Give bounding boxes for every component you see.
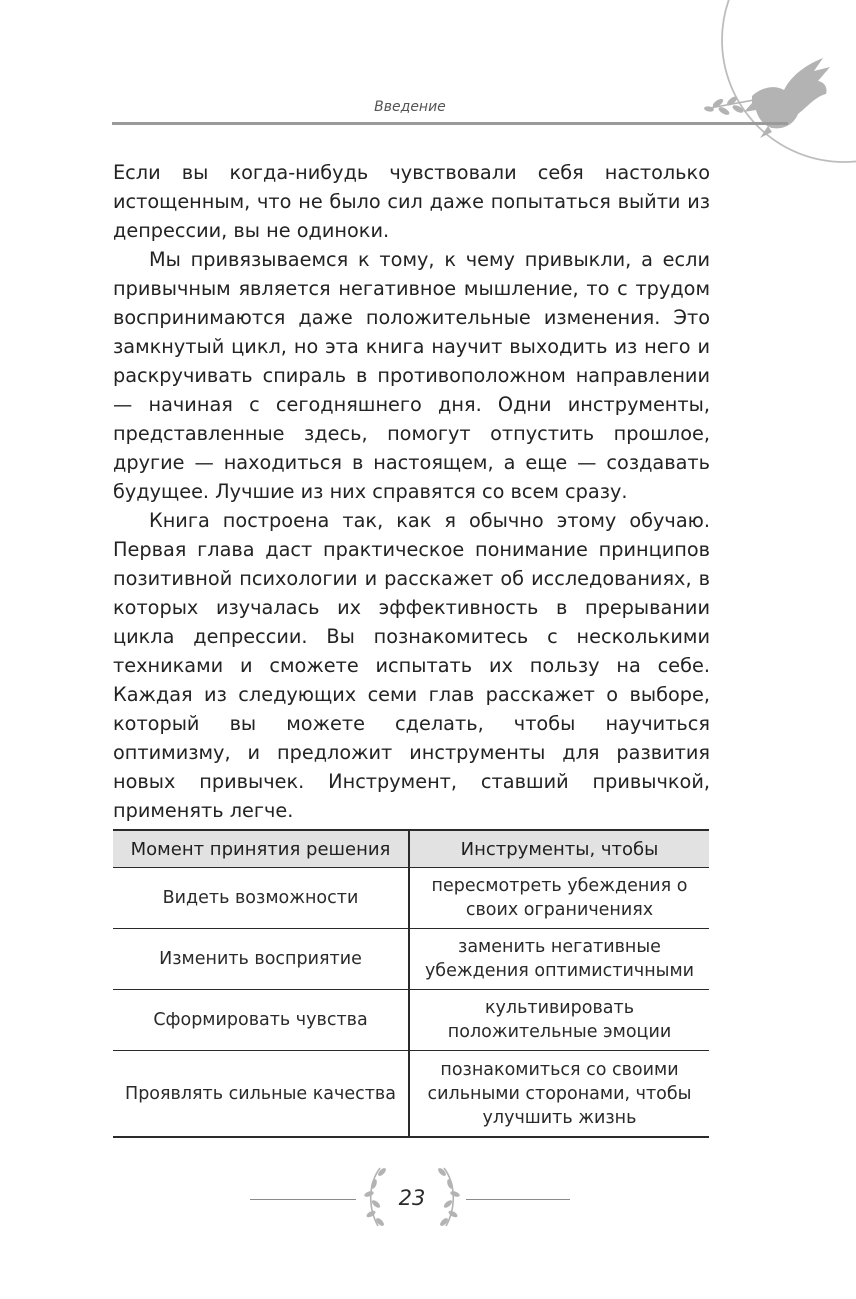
table-cell-decision: Проявлять сильные качества [113,1051,409,1138]
table-cell-decision: Видеть возможности [113,868,409,929]
table-row [113,868,709,929]
table-row [113,990,709,1051]
paragraph-2: Мы привязываемся к тому, к чему привыкли, а если привычным является негативное мышление, то с трудом воспринимаются даже положительные изменения. Это замкнутый цикл, но эта книга научит выходить из него и раскручивать спираль в противоположном направлении — начиная с сегодняшнего дня. Одни инструменты, представленные здесь, помогут отпустить прошлое, другие — находиться в настоящем, а еще — создавать будущее. Лучшие из них справятся со всем сразу. [113,248,710,503]
table-header-tools: Инструменты, чтобы [409,830,709,868]
table-row [113,1051,709,1138]
corner-circle-arc [722,0,856,162]
table-cell-tools: культивировать положительные эмоции [409,990,709,1051]
running-head: Введение [374,99,446,115]
paragraph-3: Книга построена так, как я обычно этому обучаю. Первая глава даст практическое понимание принципов позитивной психологии и расскажет об исследованиях, в которых изучалась их эффективность в прерывании цикла депрессии. Вы познакомитесь с несколькими техниками и сможете испытать их пользу на себе. Каждая из следующих семи глав расскажет о выборе, который вы можете сделать, чтобы научиться оптимизму, и предложит инструменты для развития новых привычек. Инструмент, ставший привычкой, применять легче. [113,509,710,822]
table-cell-tools: заменить негативные убеждения оптимистичными [409,929,709,990]
table-cell-decision: Сформировать чувства [113,990,409,1051]
footer-rule-right [466,1199,570,1200]
table-header-row [113,830,709,868]
table-cell-tools: познакомиться со своими сильными сторонами, чтобы улучшить жизнь [409,1051,709,1138]
dove-with-olive-branch-icon [660,0,856,170]
header-rule [112,122,788,125]
table-header-decision: Момент принятия решения [113,830,409,868]
body-text [113,158,710,825]
footer-rule-left [250,1199,356,1200]
table-cell-tools: пересмотреть убеждения о своих ограничениях [409,868,709,929]
table-cell-decision: Изменить восприятие [113,929,409,990]
paragraph-1: Если вы когда-нибудь чувствовали себя настолько истощенным, что не было сил даже попытаться выйти из депрессии, вы не одиноки. [113,161,710,242]
choices-table [113,829,709,1138]
page-number: 23 [398,1186,426,1210]
table-row [113,929,709,990]
